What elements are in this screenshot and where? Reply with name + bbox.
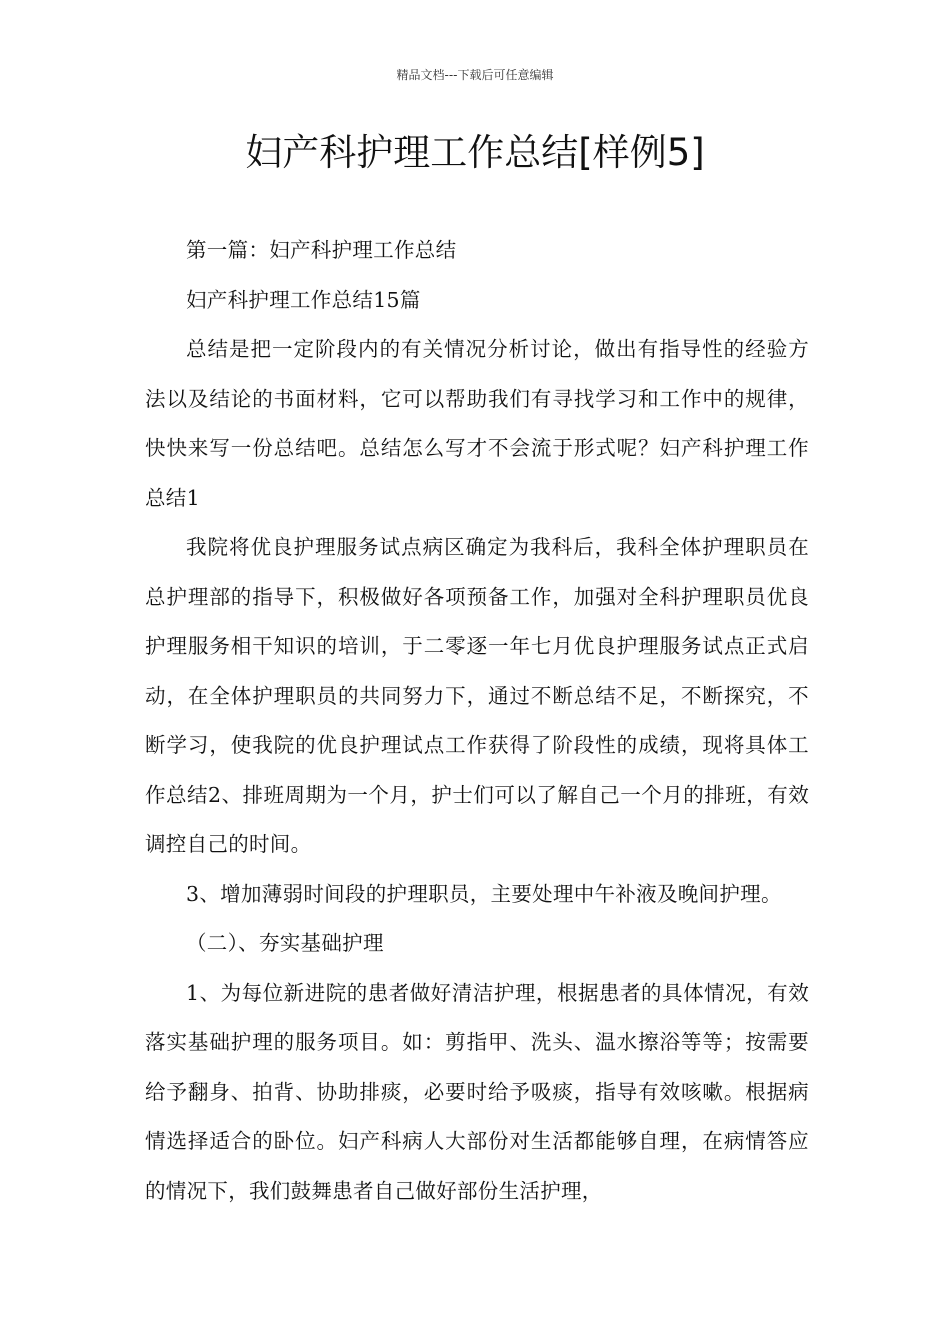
- paragraph-intro: 总结是把一定阶段内的有关情况分析讨论，做出有指导性的经验方法以及结论的书面材料，它可以帮助我们有寻找学习和工作中的规律，快快来写一份总结吧。总结怎么写才不会流于形式呢？妇产科护理工作总结1: [145, 337, 809, 510]
- paragraph-section-heading: 第一篇：妇产科护理工作总结: [186, 238, 457, 262]
- paragraph-subheading: （二）、夯实基础护理: [186, 931, 384, 955]
- paragraph-subtitle: 妇产科护理工作总结15篇: [186, 287, 421, 312]
- paragraph-summary: 我院将优良护理服务试点病区确定为我科后，我科全体护理职员在总护理部的指导下，积极做好各项预备工作，加强对全科护理职员优良护理服务相干知识的培训，于二零逐一年七月优良护理服务试点正式启动，在全体护理职员的共同努力下，通过不断总结不足，不断探究，不断学习，使我院的优良护理试点工作获得了阶段性的成绩，现将具体工作总结2、排班周期为一个月，护士们可以了解自己一个月的排班，有效调控自己的时间。: [145, 535, 809, 856]
- paragraph-item-1: 1、为每位新进院的患者做好清洁护理，根据患者的具体情况，有效落实基础护理的服务项目。如：剪指甲、洗头、温水擦浴等等；按需要给予翻身、拍背、协助排痰，必要时给予吸痰，指导有效咳嗽。根据病情选择适合的卧位。妇产科病人大部份对生活都能够自理，在病情答应的情况下，我们鼓舞患者自己做好部份生活护理，: [145, 980, 809, 1203]
- document-body: [145, 226, 809, 1216]
- document-header-note: 精品文档---下载后可任意编辑: [396, 68, 554, 82]
- paragraph-item-3: 3、增加薄弱时间段的护理职员，主要处理中午补液及晚间护理。: [186, 881, 782, 906]
- document-title: 妇产科护理工作总结[样例5]: [245, 131, 705, 174]
